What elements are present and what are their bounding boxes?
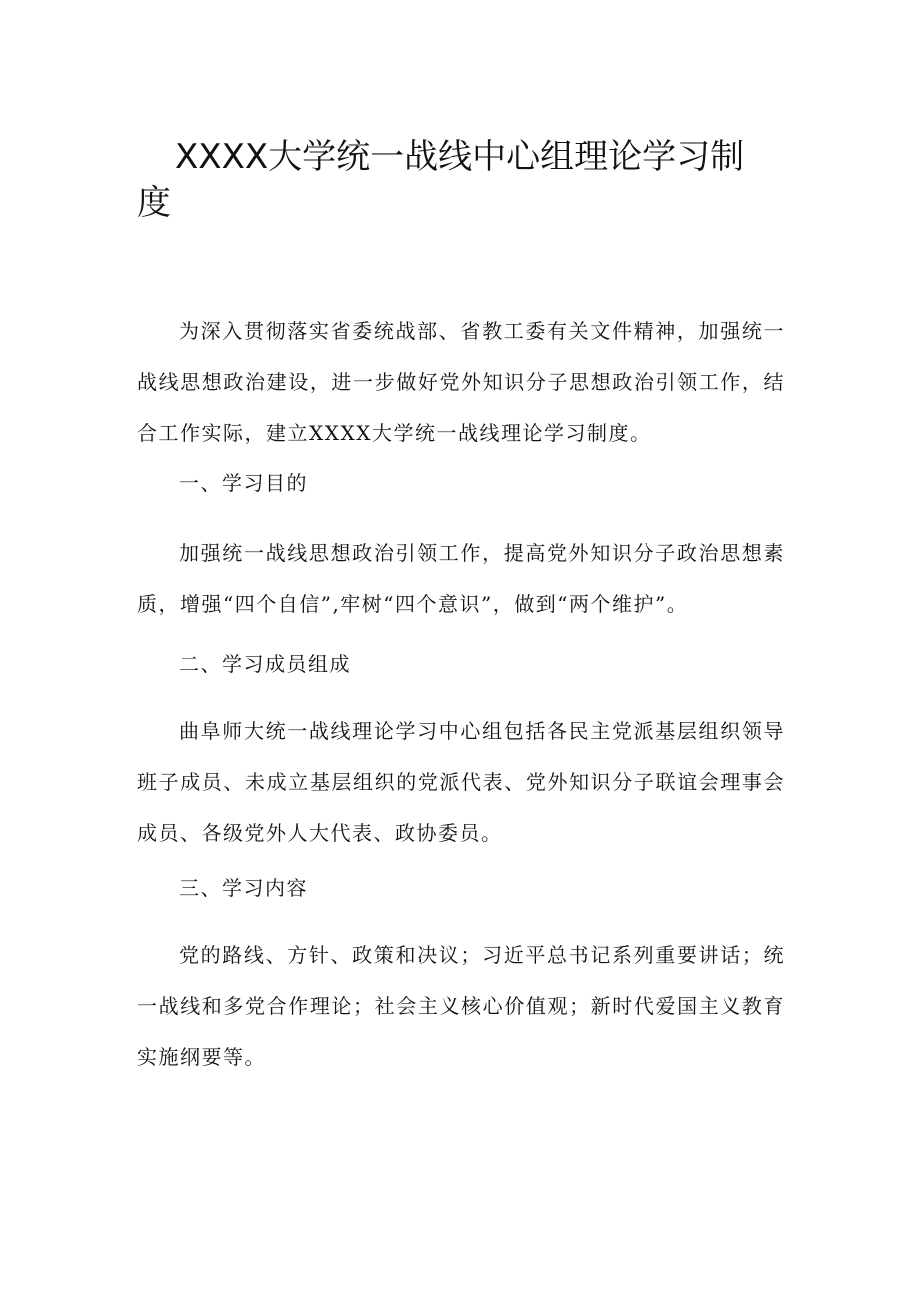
- section-paragraph-members: 曲阜师大统一战线理论学习中心组包括各民主党派基层组织领导班子成员、未成立基层组织的党派代表、党外知识分子联谊会理事会成员、各级党外人大代表、政协委员。: [137, 719, 785, 845]
- intro-paragraph: 为深入贯彻落实省委统战部、省教工委有关文件精神，加强统一战线思想政治建设，进一步做好党外知识分子思想政治引领工作，结合工作实际，建立XXXX大学统一战线理论学习制度。: [137, 319, 785, 445]
- document-title: XXXX大学统一战线中心组理论学习制度: [137, 137, 745, 223]
- section-heading-content: 三、学习内容: [179, 876, 308, 900]
- section-paragraph-purpose: 加强统一战线思想政治引领工作，提高党外知识分子政治思想素质，增强“四个自信”,牢树“四个意识”，做到“两个维护”。: [137, 541, 785, 616]
- section-heading-purpose: 一、学习目的: [179, 471, 308, 495]
- section-heading-members: 二、学习成员组成: [179, 652, 351, 676]
- section-paragraph-content: 党的路线、方针、政策和决议；习近平总书记系列重要讲话；统一战线和多党合作理论；社会主义核心价值观；新时代爱国主义教育实施纲要等。: [137, 943, 785, 1069]
